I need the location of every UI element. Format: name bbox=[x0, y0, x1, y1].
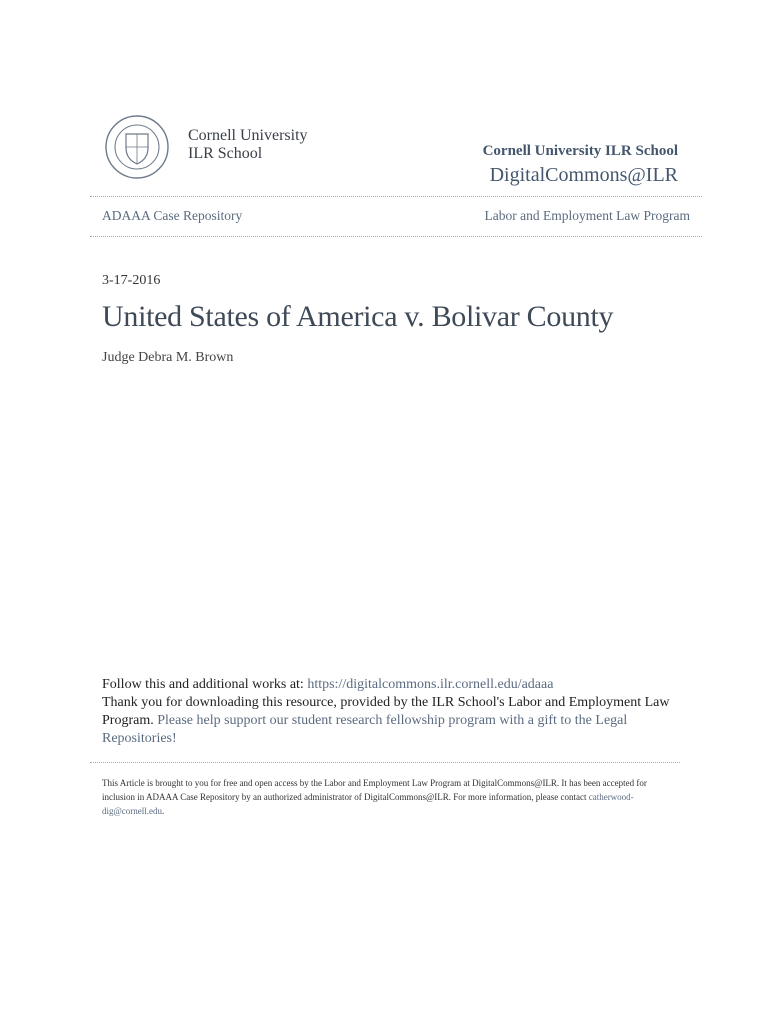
support-link[interactable]: Please help support our student research fellowship program with a gift to the Legal Repositories! bbox=[102, 713, 628, 746]
footnote bbox=[102, 776, 682, 818]
repo-school-name: Cornell University ILR School bbox=[482, 143, 678, 159]
logo-wordmark bbox=[188, 127, 308, 163]
document-date: 3-17-2016 bbox=[102, 273, 161, 288]
collection-url-link[interactable]: https://digitalcommons.ilr.cornell.edu/adaaa bbox=[307, 677, 554, 692]
thanks-text: Thank you for downloading this resource, provided by the ILR School's Labor and Employment Law Program. bbox=[102, 695, 670, 728]
divider bbox=[90, 196, 702, 197]
cornell-seal-logo bbox=[104, 114, 170, 180]
collection-link[interactable]: ADAAA Case Repository bbox=[102, 208, 243, 223]
contact-email-link[interactable]: catherwood-dig@cornell.edu bbox=[102, 792, 634, 816]
document-title: United States of America v. Bolivar County bbox=[102, 300, 614, 333]
program-link[interactable]: Labor and Employment Law Program bbox=[484, 208, 690, 223]
follow-section bbox=[102, 676, 682, 748]
footnote-text: This Article is brought to you for free and open access by the Labor and Employment Law Program at DigitalCommons@ILR. It has been accepted for inclusion in ADAAA Case Repository by an authorized administrator of DigitalCommons@ILR. For more information, please contact bbox=[102, 778, 647, 802]
repo-name[interactable]: DigitalCommons@ILR bbox=[489, 164, 678, 186]
document-author: Judge Debra M. Brown bbox=[102, 350, 234, 365]
logo-university: Cornell University bbox=[188, 127, 308, 144]
divider bbox=[90, 762, 680, 763]
repository-header bbox=[483, 143, 678, 187]
logo-school: ILR School bbox=[188, 145, 263, 162]
follow-prefix: Follow this and additional works at: bbox=[102, 677, 308, 692]
footnote-end: . bbox=[162, 806, 165, 816]
divider bbox=[90, 236, 702, 237]
